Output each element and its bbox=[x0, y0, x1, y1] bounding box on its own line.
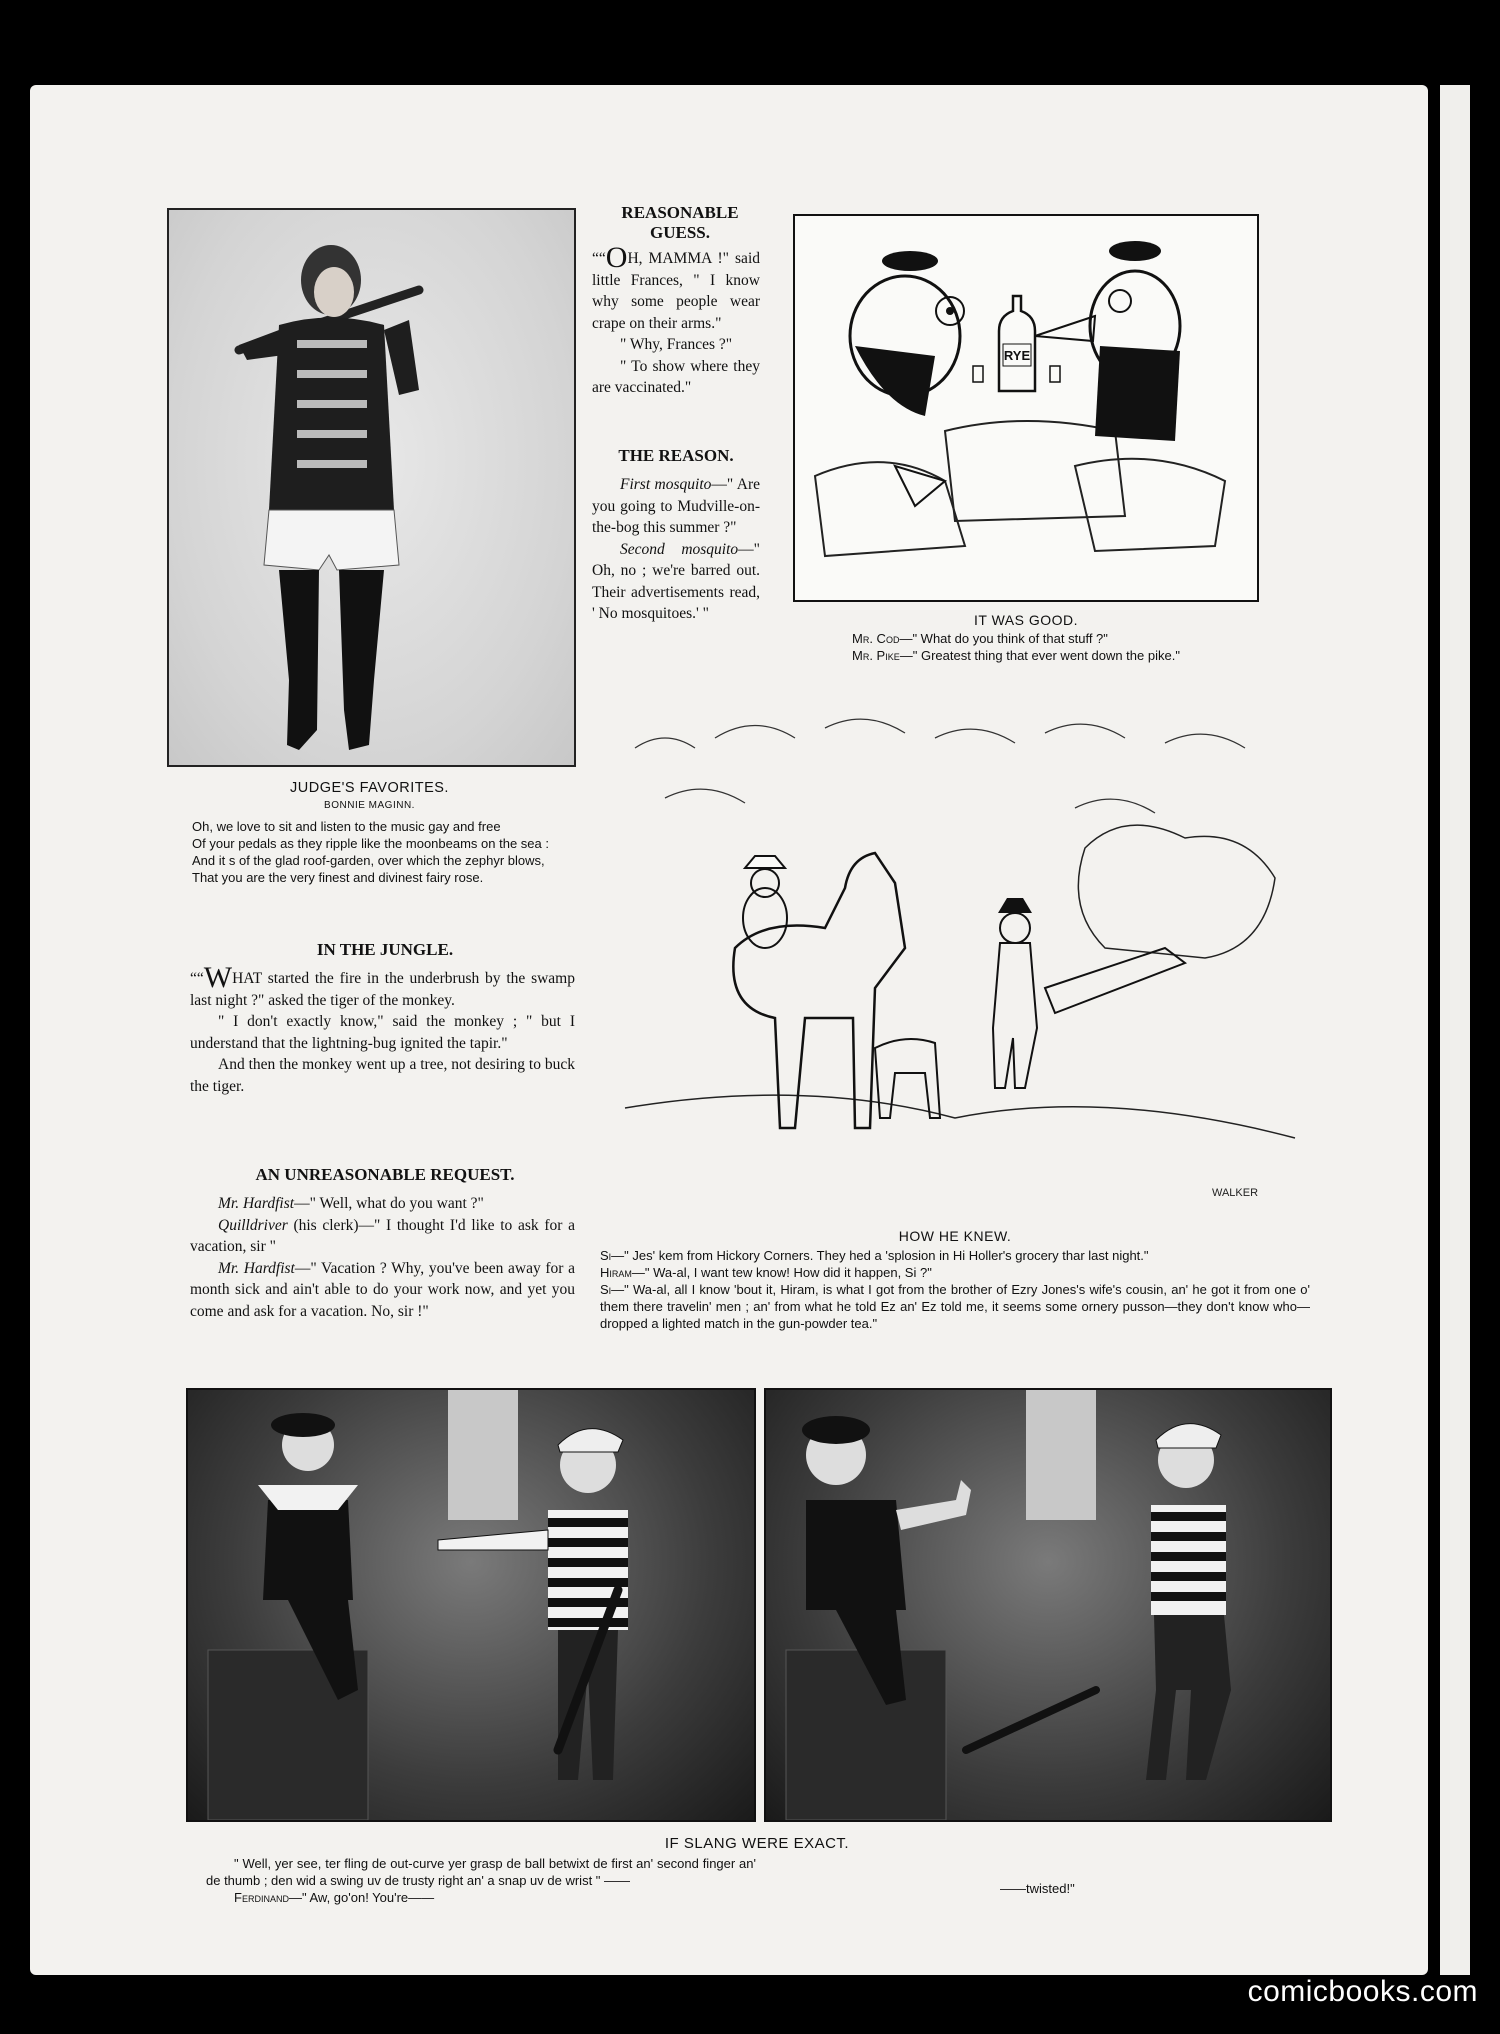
photo-caption-subtitle: BONNIE MAGINN. bbox=[324, 800, 415, 811]
request-heading: AN UNREASONABLE REQUEST. bbox=[255, 1165, 515, 1184]
request-line-3: " Vacation ? Why, you've been away for a month sick and ain't able to do your work now, and yet you come and ask for a vacation. No, sir !" bbox=[190, 1259, 575, 1320]
verse-line-2: Of your pedals as they ripple like the moonbeams on the sea : bbox=[192, 836, 549, 851]
guess-p1: H, MAMMA !" said little Frances, " I know why some people wear crape on their arms." bbox=[592, 250, 760, 332]
bottle-label: RYE bbox=[1003, 348, 1031, 363]
jungle-story bbox=[190, 961, 575, 1097]
fish-speaker-2: Mr. Pike bbox=[852, 648, 900, 663]
slang-panel-2 bbox=[764, 1388, 1332, 1822]
photo-caption-title: JUDGE'S FAVORITES. bbox=[290, 780, 449, 796]
request-speaker-2: Quilldriver bbox=[218, 1216, 288, 1234]
artist-signature: WALKER bbox=[1211, 1187, 1259, 1199]
reason-heading: THE REASON. bbox=[618, 446, 734, 465]
farm-line-1: " Jes' kem from Hickory Corners. They hed a 'splosion in Hi Holler's grocery thar last night." bbox=[624, 1248, 1149, 1263]
fish-speaker-1: Mr. Cod bbox=[852, 631, 900, 646]
request-speaker-1: Mr. Hardfist bbox=[218, 1195, 295, 1212]
farm-speaker-2: Hiram bbox=[600, 1265, 632, 1280]
request-line-2: " I thought I'd like to ask for a vacation, sir " bbox=[190, 1216, 575, 1255]
facing-page-edge bbox=[1440, 85, 1470, 1975]
fish-line-2: " Greatest thing that ever went down the pike." bbox=[912, 648, 1180, 663]
jungle-quote: ““ bbox=[190, 970, 204, 987]
request-story: Mr. Hardfist—" Well, what do you want ?" Quilldriver (his clerk)—" I thought I'd like to ask for a vacation, sir " Mr. Hardfist—" Vacation ? Why, you've been away for a month sick and ain't able to do your work now, and yet you come and ask for a vacation. No, sir !" bbox=[190, 1195, 575, 1320]
slang-line-1: " Well, yer see, ter fling de out-curve yer grasp de ball betwixt de first an' second finger an' de thumb ; den wid a swing uv de trusty right an' a snap uv de wrist " —— bbox=[206, 1856, 756, 1888]
guess-quote: ““ bbox=[592, 250, 606, 267]
jungle-p1: HAT started the fire in the underbrush by the swamp last night ?" asked the tiger of the monkey. bbox=[190, 970, 575, 1009]
reason-story: First mosquito—" Are you going to Mudville-on-the-bog this summer ?" Second mosquito—" Oh, no ; we're barred out. Their advertisements read, ' No mosquitoes.' " bbox=[592, 476, 760, 622]
slang-line-2: " Aw, go'on! You're—— bbox=[301, 1890, 435, 1905]
jungle-p3: And then the monkey went up a tree, not desiring to buck the tiger. bbox=[190, 1056, 575, 1095]
panel-1-illustration bbox=[188, 1390, 754, 1820]
reason-speaker-1: First mosquito bbox=[620, 476, 712, 493]
reason-line-1: " Are you going to Mudville-on-the-bog this summer ?" bbox=[592, 476, 760, 536]
jungle-p2: " I don't exactly know," said the monkey ; " but I understand that the lightning-bug ignited the tapir." bbox=[190, 1013, 575, 1052]
panel-2-illustration bbox=[766, 1390, 1330, 1820]
fish-caption-dialogue: Mr. Cod—" What do you think of that stuff ?" Mr. Pike—" Greatest thing that ever went down the pike." bbox=[852, 631, 1180, 663]
site-watermark: comicbooks.com bbox=[1247, 1975, 1478, 2008]
farm-speaker-1: Si bbox=[600, 1248, 612, 1263]
guess-p3: " To show where they are vaccinated." bbox=[592, 357, 760, 396]
farm-line-3: " Wa-al, all I know 'bout it, Hiram, is what I got from the brother of Ezry Jones's wife's cousin, an' he got it from one o' them there travelin' men ; an' from what he told Ez an' Ez told me, it seems some ornery pusson—they don't know who—dropped a lighted match in the gun-powder tea." bbox=[600, 1282, 1310, 1331]
farm-caption-dialogue: Si—" Jes' kem from Hickory Corners. They hed a 'splosion in Hi Holler's grocery thar last night." Hiram—" Wa-al, I want tew know! How did it happen, Si ?" Si—" Wa-al, all I know 'bout it, Hiram, is what I got from the brother of Ezry Jones's wife's cousin, an' he got it from one o' them there travelin' men ; an' from what he told Ez an' Ez told me, it seems some ornery pusson—they don't know who—dropped a lighted match in the gun-powder tea." bbox=[600, 1248, 1310, 1331]
verse-line-4: That you are the very finest and divinest fairy rose. bbox=[192, 870, 484, 885]
slang-panel-1 bbox=[186, 1388, 756, 1822]
guess-story bbox=[592, 241, 760, 399]
request-speaker-3: Mr. Hardfist bbox=[218, 1259, 295, 1277]
fish-drinking-illustration bbox=[795, 216, 1257, 600]
actress-figure-illustration bbox=[169, 210, 574, 765]
slang-dialogue: " Well, yer see, ter fling de out-curve yer grasp de ball betwixt de first an' second finger an' de thumb ; den wid a swing uv de trusty right an' a snap uv de wrist " —— Ferdinand—" Aw, go'on! You're—— bbox=[206, 1856, 756, 1905]
reason-speaker-2: Second mosquito bbox=[620, 540, 739, 558]
fish-line-1: " What do you think of that stuff ?" bbox=[912, 631, 1108, 646]
guess-heading: REASONABLE GUESS. bbox=[621, 203, 739, 242]
farmers-with-horse-illustration bbox=[605, 688, 1305, 1213]
request-speaker-2-note: (his clerk) bbox=[293, 1216, 359, 1234]
farm-line-2: " Wa-al, I want tew know! How did it happen, Si ?" bbox=[644, 1265, 932, 1280]
fish-caption-title: IT WAS GOOD. bbox=[973, 612, 1078, 628]
bonnie-maginn-photo bbox=[167, 208, 576, 767]
verse-line-1: Oh, we love to sit and listen to the music gay and free bbox=[192, 819, 501, 834]
verse-line-3: And it s of the glad roof-garden, over which the zephyr blows, bbox=[192, 853, 545, 868]
farm-caption-title: HOW HE KNEW. bbox=[898, 1228, 1012, 1244]
slang-caption-title: IF SLANG WERE EXACT. bbox=[664, 1835, 850, 1852]
jungle-heading: IN THE JUNGLE. bbox=[316, 940, 454, 959]
slang-line-3: ——twisted!" bbox=[1000, 1881, 1075, 1896]
slang-speaker: Ferdinand bbox=[234, 1890, 289, 1905]
guess-drop-letter: O bbox=[605, 241, 628, 274]
farm-speaker-3: Si bbox=[600, 1282, 612, 1297]
guess-p2: " Why, Frances ?" bbox=[620, 336, 733, 353]
farm-cartoon bbox=[605, 688, 1305, 1213]
photo-verse bbox=[192, 818, 572, 886]
jungle-drop-letter: W bbox=[203, 961, 233, 994]
fish-cartoon bbox=[793, 214, 1259, 602]
request-line-1: " Well, what do you want ?" bbox=[309, 1195, 484, 1212]
reason-line-2: " Oh, no ; we're barred out. Their advertisements read, ' No mosquitoes.' " bbox=[592, 540, 760, 622]
